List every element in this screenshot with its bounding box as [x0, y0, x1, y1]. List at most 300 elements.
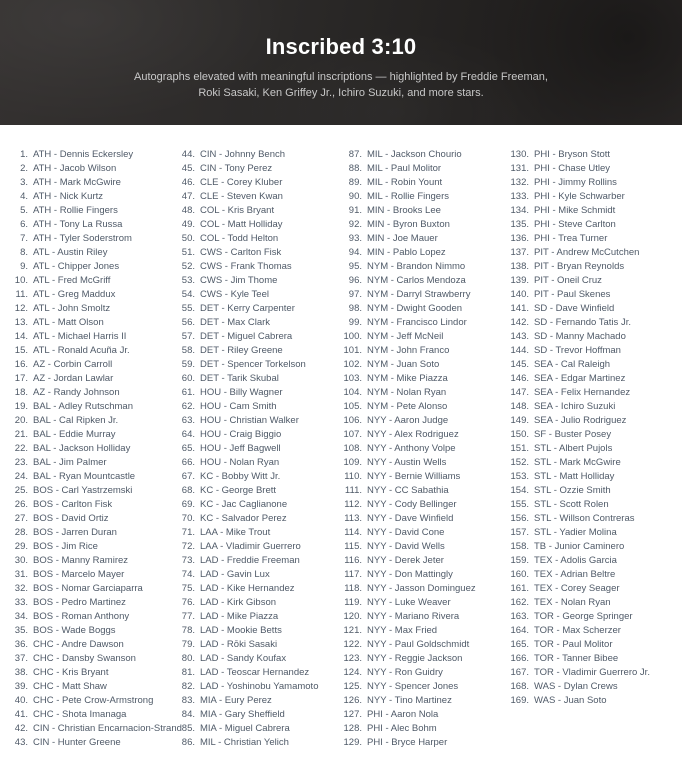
item-team-player: PIT - Andrew McCutchen [534, 247, 640, 258]
item-number: 7. [20, 233, 28, 244]
list-item [504, 694, 671, 708]
item-number: 113. [344, 513, 362, 524]
item-number: 149. [510, 415, 529, 426]
subtitle-line-2: Roki Sasaki, Ken Griffey Jr., Ichiro Suzuki, and more stars. [198, 87, 484, 99]
item-team-player: NYY - Anthony Volpe [367, 443, 456, 454]
item-team-player: TEX - Corey Seager [534, 583, 620, 594]
item-number: 162. [510, 597, 529, 608]
item-team-player: BAL - Jim Palmer [33, 457, 107, 468]
item-team-player: STL - Ozzie Smith [534, 485, 611, 496]
item-team-player: ATL - Fred McGriff [33, 275, 111, 286]
item-team-player: LAD - Kirk Gibson [200, 597, 277, 608]
item-team-player: DET - Tarik Skubal [200, 373, 279, 384]
item-team-player: COL - Kris Bryant [200, 205, 275, 216]
item-team-player: SD - Fernando Tatis Jr. [534, 317, 631, 328]
item-number: 144. [510, 345, 529, 356]
item-team-player: BAL - Cal Ripken Jr. [33, 415, 119, 426]
item-team-player: BOS - Jarren Duran [33, 527, 117, 538]
item-team-player: PIT - Paul Skenes [534, 289, 611, 300]
list-item [3, 666, 170, 680]
list-item [3, 316, 170, 330]
item-number: 153. [510, 471, 529, 482]
list-item [3, 582, 170, 596]
item-number: 51. [181, 247, 195, 258]
list-item [170, 694, 337, 708]
item-number: 87. [348, 149, 362, 160]
item-number: 58. [181, 345, 195, 356]
item-number: 12. [14, 303, 28, 314]
item-number: 146. [510, 373, 529, 384]
item-number: 23. [14, 457, 28, 468]
item-team-player: DET - Riley Greene [200, 345, 283, 356]
item-number: 124. [343, 667, 362, 678]
item-team-player: BAL - Ryan Mountcastle [33, 471, 136, 482]
item-number: 150. [510, 429, 529, 440]
item-team-player: STL - Yadier Molina [534, 527, 617, 538]
list-item [504, 624, 671, 638]
item-number: 10. [14, 275, 28, 286]
item-team-player: STL - Willson Contreras [534, 513, 635, 524]
list-item [3, 484, 170, 498]
item-team-player: MIL - Christian Yelich [200, 737, 289, 748]
item-number: 18. [14, 387, 28, 398]
item-team-player: CIN - Johnny Bench [200, 149, 286, 160]
list-item [337, 708, 504, 722]
list-item [504, 204, 671, 218]
item-team-player: BOS - David Ortiz [33, 513, 109, 524]
item-number: 79. [181, 639, 195, 650]
item-number: 112. [344, 499, 362, 510]
item-number: 42. [14, 723, 28, 734]
item-number: 166. [510, 653, 529, 664]
list-item [504, 526, 671, 540]
item-team-player: LAD - Mookie Betts [200, 625, 282, 636]
item-number: 40. [14, 695, 28, 706]
list-item [3, 344, 170, 358]
item-team-player: MIL - Robin Yount [367, 177, 443, 188]
item-number: 54. [181, 289, 195, 300]
item-team-player: PHI - Chase Utley [534, 163, 611, 174]
item-number: 78. [181, 625, 195, 636]
list-item [170, 358, 337, 372]
item-number: 56. [181, 317, 195, 328]
list-item [3, 176, 170, 190]
item-number: 135. [510, 219, 529, 230]
list-item [170, 302, 337, 316]
item-team-player: PHI - Jimmy Rollins [534, 177, 617, 188]
list-item [3, 428, 170, 442]
list-item [170, 484, 337, 498]
item-team-player: DET - Kerry Carpenter [200, 303, 295, 314]
list-item [3, 232, 170, 246]
item-team-player: HOU - Cam Smith [200, 401, 277, 412]
item-number: 101. [343, 345, 362, 356]
item-number: 110. [344, 471, 362, 482]
list-item [337, 372, 504, 386]
item-team-player: PHI - Mike Schmidt [534, 205, 616, 216]
list-item [3, 652, 170, 666]
list-item [170, 330, 337, 344]
list-item [170, 498, 337, 512]
item-number: 123. [343, 653, 362, 664]
list-item [337, 596, 504, 610]
item-number: 52. [181, 261, 195, 272]
item-team-player: NYM - Brandon Nimmo [367, 261, 466, 272]
item-team-player: TB - Junior Caminero [534, 541, 625, 552]
list-item [3, 302, 170, 316]
list-item [3, 358, 170, 372]
list-item [504, 148, 671, 162]
item-number: 119. [344, 597, 362, 608]
list-item [170, 190, 337, 204]
list-item [3, 638, 170, 652]
item-team-player: CWS - Jim Thome [200, 275, 278, 286]
item-team-player: NYY - Jasson Dominguez [367, 583, 476, 594]
item-number: 104. [343, 387, 362, 398]
list-item [337, 512, 504, 526]
item-team-player: NYY - Ron Guidry [367, 667, 443, 678]
list-item [170, 232, 337, 246]
item-team-player: NYY - David Cone [367, 527, 445, 538]
item-number: 21. [14, 429, 28, 440]
list-item [170, 442, 337, 456]
item-number: 122. [343, 639, 362, 650]
item-team-player: ATH - Rollie Fingers [33, 205, 118, 216]
item-team-player: DET - Spencer Torkelson [200, 359, 306, 370]
item-team-player: ATL - Greg Maddux [33, 289, 116, 300]
item-team-player: NYM - Mike Piazza [367, 373, 448, 384]
list-item [170, 624, 337, 638]
list-item [170, 680, 337, 694]
item-team-player: BAL - Eddie Murray [33, 429, 116, 440]
item-number: 39. [14, 681, 28, 692]
item-number: 20. [14, 415, 28, 426]
item-team-player: HOU - Nolan Ryan [200, 457, 280, 468]
item-number: 152. [510, 457, 529, 468]
list-item [337, 680, 504, 694]
item-number: 15. [14, 345, 28, 356]
item-team-player: TOR - Paul Molitor [534, 639, 613, 650]
item-team-player: TEX - Adolis Garcia [534, 555, 617, 566]
item-number: 160. [510, 569, 529, 580]
item-number: 98. [348, 303, 362, 314]
item-team-player: CLE - Corey Kluber [200, 177, 283, 188]
item-team-player: CIN - Christian Encarnacion-Strand [33, 723, 182, 734]
item-team-player: COL - Matt Holliday [200, 219, 283, 230]
item-team-player: ATH - Mark McGwire [33, 177, 121, 188]
list-item [170, 274, 337, 288]
item-number: 13. [14, 317, 28, 328]
list-item [170, 526, 337, 540]
item-team-player: ATH - Nick Kurtz [33, 191, 104, 202]
item-team-player: NYY - Dave Winfield [367, 513, 454, 524]
item-team-player: NYY - Aaron Judge [367, 415, 449, 426]
item-number: 168. [510, 681, 529, 692]
item-number: 73. [181, 555, 195, 566]
list-item [504, 316, 671, 330]
list-item [3, 470, 170, 484]
subtitle-line-1: Autographs elevated with meaningful inscriptions — highlighted by Freddie Freeman, [134, 71, 548, 83]
list-item [3, 190, 170, 204]
list-item [337, 736, 504, 750]
item-team-player: PIT - Bryan Reynolds [534, 261, 625, 272]
item-team-player: STL - Albert Pujols [534, 443, 613, 454]
item-team-player: BOS - Carl Yastrzemski [33, 485, 133, 496]
item-number: 106. [343, 415, 362, 426]
list-item [504, 344, 671, 358]
list-item [170, 596, 337, 610]
item-number: 76. [181, 597, 195, 608]
item-number: 19. [14, 401, 28, 412]
item-team-player: TEX - Adrian Beltre [534, 569, 616, 580]
list-item [3, 246, 170, 260]
list-item [170, 666, 337, 680]
item-number: 9. [20, 261, 28, 272]
item-team-player: ATL - Ronald Acuña Jr. [33, 345, 130, 356]
list-item [337, 246, 504, 260]
list-item [504, 512, 671, 526]
item-number: 41. [14, 709, 28, 720]
item-team-player: NYM - Dwight Gooden [367, 303, 463, 314]
item-team-player: MIN - Byron Buxton [367, 219, 450, 230]
item-number: 67. [181, 471, 195, 482]
list-item [170, 568, 337, 582]
item-number: 64. [181, 429, 195, 440]
item-team-player: LAD - Teoscar Hernandez [200, 667, 310, 678]
checklist-column-4 [504, 148, 671, 750]
item-team-player: CIN - Hunter Greene [33, 737, 121, 748]
item-number: 2. [20, 163, 28, 174]
list-item [504, 162, 671, 176]
item-team-player: MIN - Brooks Lee [367, 205, 441, 216]
item-number: 68. [181, 485, 195, 496]
item-number: 48. [181, 205, 195, 216]
item-team-player: CWS - Kyle Teel [200, 289, 269, 300]
item-number: 164. [510, 625, 529, 636]
list-item [337, 316, 504, 330]
item-team-player: NYM - Jeff McNeil [367, 331, 444, 342]
item-number: 137. [510, 247, 529, 258]
item-number: 17. [14, 373, 28, 384]
item-number: 85. [181, 723, 195, 734]
item-number: 47. [181, 191, 195, 202]
item-number: 84. [181, 709, 195, 720]
item-team-player: LAA - Mike Trout [200, 527, 271, 538]
list-item [170, 456, 337, 470]
list-item [3, 288, 170, 302]
item-number: 36. [14, 639, 28, 650]
item-number: 50. [181, 233, 195, 244]
list-item [337, 288, 504, 302]
list-item [337, 344, 504, 358]
list-item [3, 414, 170, 428]
item-number: 96. [348, 275, 362, 286]
item-number: 1. [20, 149, 28, 160]
list-item [170, 638, 337, 652]
item-number: 26. [14, 499, 28, 510]
list-item [3, 204, 170, 218]
list-item [337, 218, 504, 232]
item-number: 35. [14, 625, 28, 636]
list-item [337, 456, 504, 470]
list-item [170, 204, 337, 218]
list-item [3, 736, 170, 750]
list-item [337, 204, 504, 218]
item-team-player: LAD - Sandy Koufax [200, 653, 287, 664]
list-item [504, 274, 671, 288]
item-team-player: CWS - Carlton Fisk [200, 247, 282, 258]
item-team-player: SEA - Edgar Martinez [534, 373, 626, 384]
item-number: 97. [348, 289, 362, 300]
list-item [3, 596, 170, 610]
item-number: 82. [181, 681, 195, 692]
list-item [504, 456, 671, 470]
item-number: 22. [14, 443, 28, 454]
item-number: 83. [181, 695, 195, 706]
item-team-player: WAS - Dylan Crews [534, 681, 618, 692]
list-item [170, 316, 337, 330]
item-team-player: NYY - David Wells [367, 541, 445, 552]
list-item [504, 610, 671, 624]
item-number: 57. [181, 331, 195, 342]
list-item [337, 330, 504, 344]
list-item [504, 176, 671, 190]
item-team-player: CHC - Dansby Swanson [33, 653, 136, 664]
item-number: 154. [510, 485, 529, 496]
item-number: 159. [510, 555, 529, 566]
item-number: 4. [20, 191, 28, 202]
item-team-player: MIA - Miguel Cabrera [200, 723, 290, 734]
item-number: 111. [344, 485, 362, 496]
item-team-player: LAD - Kike Hernandez [200, 583, 295, 594]
item-team-player: NYY - CC Sabathia [367, 485, 449, 496]
list-item [337, 470, 504, 484]
item-team-player: NYM - Francisco Lindor [367, 317, 467, 328]
item-number: 99. [348, 317, 362, 328]
item-team-player: BAL - Jackson Holliday [33, 443, 131, 454]
list-item [504, 540, 671, 554]
item-team-player: NYY - Don Mattingly [367, 569, 453, 580]
item-number: 107. [343, 429, 362, 440]
item-number: 32. [14, 583, 28, 594]
list-item [504, 302, 671, 316]
item-number: 46. [181, 177, 195, 188]
list-item [3, 260, 170, 274]
item-team-player: BOS - Jim Rice [33, 541, 98, 552]
item-team-player: NYY - Luke Weaver [367, 597, 451, 608]
item-number: 90. [348, 191, 362, 202]
item-number: 114. [344, 527, 362, 538]
list-item [504, 666, 671, 680]
item-number: 34. [14, 611, 28, 622]
item-number: 163. [510, 611, 529, 622]
item-team-player: CHC - Andre Dawson [33, 639, 124, 650]
item-number: 66. [181, 457, 195, 468]
item-team-player: AZ - Corbin Carroll [33, 359, 113, 370]
list-item [3, 554, 170, 568]
list-item [504, 414, 671, 428]
list-item [504, 484, 671, 498]
list-item [504, 372, 671, 386]
item-number: 74. [181, 569, 195, 580]
list-item [3, 218, 170, 232]
item-team-player: BOS - Wade Boggs [33, 625, 116, 636]
item-number: 49. [181, 219, 195, 230]
item-number: 134. [510, 205, 529, 216]
list-item [3, 330, 170, 344]
item-team-player: NYY - Spencer Jones [367, 681, 459, 692]
item-number: 72. [181, 541, 195, 552]
item-team-player: CHC - Pete Crow-Armstrong [33, 695, 154, 706]
item-number: 91. [348, 205, 362, 216]
list-item [170, 218, 337, 232]
item-team-player: LAD - Freddie Freeman [200, 555, 300, 566]
item-team-player: KC - Salvador Perez [200, 513, 287, 524]
list-item [3, 498, 170, 512]
item-number: 139. [510, 275, 529, 286]
item-team-player: BOS - Roman Anthony [33, 611, 130, 622]
list-item [3, 372, 170, 386]
list-item [170, 288, 337, 302]
item-team-player: LAD - Yoshinobu Yamamoto [200, 681, 319, 692]
item-team-player: TEX - Nolan Ryan [534, 597, 611, 608]
item-number: 125. [343, 681, 362, 692]
item-team-player: BOS - Carlton Fisk [33, 499, 113, 510]
item-team-player: AZ - Jordan Lawlar [33, 373, 114, 384]
item-team-player: PHI - Bryce Harper [367, 737, 448, 748]
item-team-player: MIL - Paul Molitor [367, 163, 442, 174]
item-team-player: STL - Matt Holliday [534, 471, 615, 482]
item-number: 143. [510, 331, 529, 342]
item-number: 165. [510, 639, 529, 650]
list-item [170, 372, 337, 386]
list-item [504, 638, 671, 652]
item-team-player: KC - Jac Caglianone [200, 499, 288, 510]
item-team-player: STL - Scott Rolen [534, 499, 609, 510]
item-team-player: SEA - Felix Hernandez [534, 387, 631, 398]
item-number: 141. [510, 303, 529, 314]
item-team-player: CWS - Frank Thomas [200, 261, 292, 272]
list-item [170, 344, 337, 358]
list-item [504, 330, 671, 344]
item-team-player: NYM - Juan Soto [367, 359, 440, 370]
item-team-player: COL - Todd Helton [200, 233, 279, 244]
list-item [337, 666, 504, 680]
list-item [337, 694, 504, 708]
item-team-player: CHC - Matt Shaw [33, 681, 107, 692]
item-team-player: ATL - Chipper Jones [33, 261, 120, 272]
item-team-player: BOS - Manny Ramirez [33, 555, 129, 566]
list-item [337, 442, 504, 456]
item-number: 65. [181, 443, 195, 454]
item-number: 71. [181, 527, 195, 538]
item-team-player: ATL - John Smoltz [33, 303, 111, 314]
item-number: 8. [20, 247, 28, 258]
item-team-player: DET - Miguel Cabrera [200, 331, 293, 342]
item-number: 156. [510, 513, 529, 524]
item-number: 102. [343, 359, 362, 370]
item-team-player: KC - Bobby Witt Jr. [200, 471, 281, 482]
item-number: 80. [181, 653, 195, 664]
item-number: 88. [348, 163, 362, 174]
item-number: 75. [181, 583, 195, 594]
item-team-player: MIN - Joe Mauer [367, 233, 438, 244]
item-number: 131. [510, 163, 529, 174]
item-number: 140. [510, 289, 529, 300]
item-number: 155. [510, 499, 529, 510]
checklist-column-1 [3, 148, 182, 750]
item-number: 169. [510, 695, 529, 706]
